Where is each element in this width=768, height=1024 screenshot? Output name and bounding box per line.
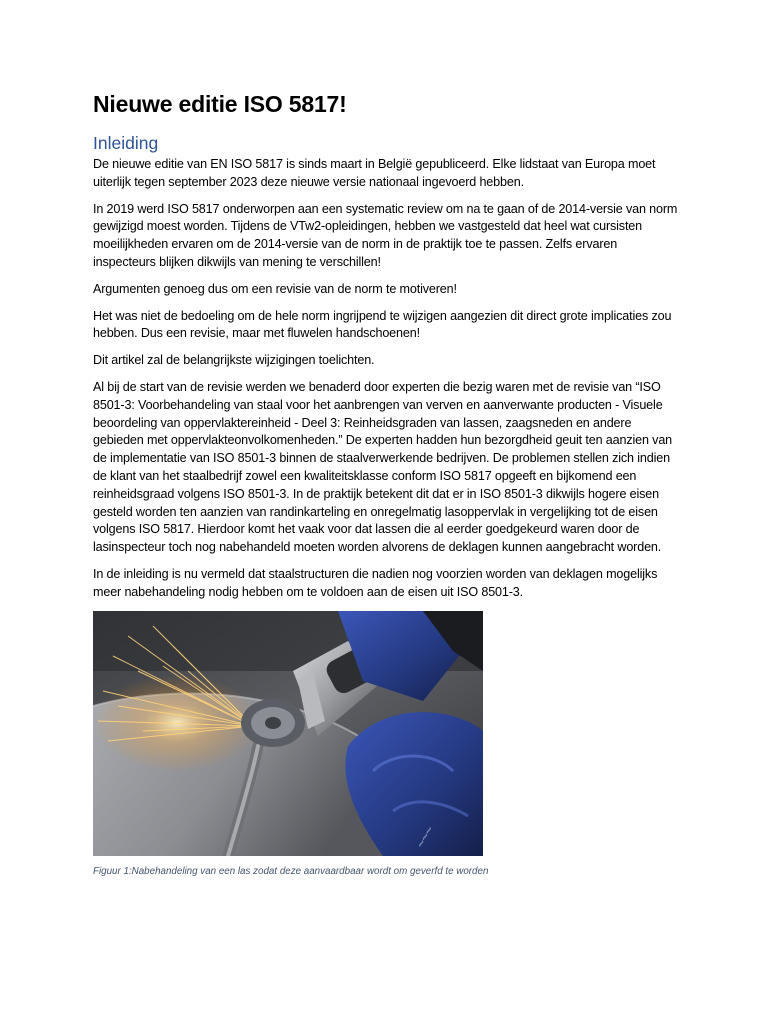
paragraph-3: Argumenten genoeg dus om een revisie van de norm te motiveren! <box>93 281 457 296</box>
paragraph-4: Het was niet de bedoeling om de hele norm ingrijpend te wijzigen aangezien dit direct grote implicaties zou hebben. Dus een revisie, maar met fluwelen handschoenen! <box>93 308 672 341</box>
paragraph-2: In 2019 werd ISO 5817 onderworpen aan een systematic review om na te gaan of de 2014-versie van norm gewijzigd moest worden. Tijdens de VTw2-opleidingen, hebben we vastgesteld dat heel wat cursisten moeilijkheden ervaren om de 2014-versie van de norm in de praktijk toe te passen. Zelfs ervaren inspecteurs blijken dikwijls van mening te verschillen! <box>93 201 678 269</box>
grinding-photo-illustration <box>93 611 483 856</box>
document-page <box>93 88 683 878</box>
paragraph-1: De nieuwe editie van EN ISO 5817 is sinds maart in België gepubliceerd. Elke lidstaat van Europa moet uiterlijk tegen september 2023 deze nieuwe versie nationaal ingevoerd hebben. <box>93 157 656 189</box>
grinding-photo <box>93 611 483 856</box>
paragraph-6: Al bij de start van de revisie werden we benaderd door experten die bezig waren met de revisie van “ISO 8501-3: Voorbehandeling van staal voor het aanbrengen van verven en aanverwante producten - Visuele beoordeling van oppervlaktereinheid - Deel 3: Reinheidsgraden van lassen, zaagsneden en andere gebieden met oppervlakteonvolkomenheden.” De experten hadden hun bezorgdheid geuit ten aanzien van de implementatie van ISO 8501-3 binnen de staalverwerkende bedrijven. De problemen stellen zich indien de klant van het staalbedrijf zowel een kwaliteitsklasse conform ISO 5817 opgeeft en bijkomend een reinheidsgraad volgens ISO 8501-3. In de praktijk betekent dit dat er in ISO 8501-3 dikwijls hogere eisen gesteld worden ten aanzien van randinkarteling en onregelmatig lasoppervlak in vergelijking tot de eisen volgens ISO 5817. Hierdoor komt het vaak voor dat lassen die al eerder goedgekeurd waren door de lasinspecteur toch nog nabehandeld moeten worden alvorens de deklagen kunnen aangebracht worden. <box>93 379 673 555</box>
paragraph-7: In de inleiding is nu vermeld dat staalstructuren die nadien nog voorzien worden van deklagen mogelijks meer nabehandeling nodig hebben om te voldoen aan de eisen uit ISO 8501-3. <box>93 566 658 599</box>
section-heading-inleiding: Inleiding <box>93 133 159 153</box>
svg-text:~~~: ~~~ <box>412 822 437 851</box>
figure-caption: Figuur 1:Nabehandeling van een las zodat deze aanvaardbaar wordt om geverfd te worden <box>93 865 489 877</box>
document-title: Nieuwe editie ISO 5817! <box>93 91 347 117</box>
paragraph-5: Dit artikel zal de belangrijkste wijzigingen toelichten. <box>93 353 375 368</box>
